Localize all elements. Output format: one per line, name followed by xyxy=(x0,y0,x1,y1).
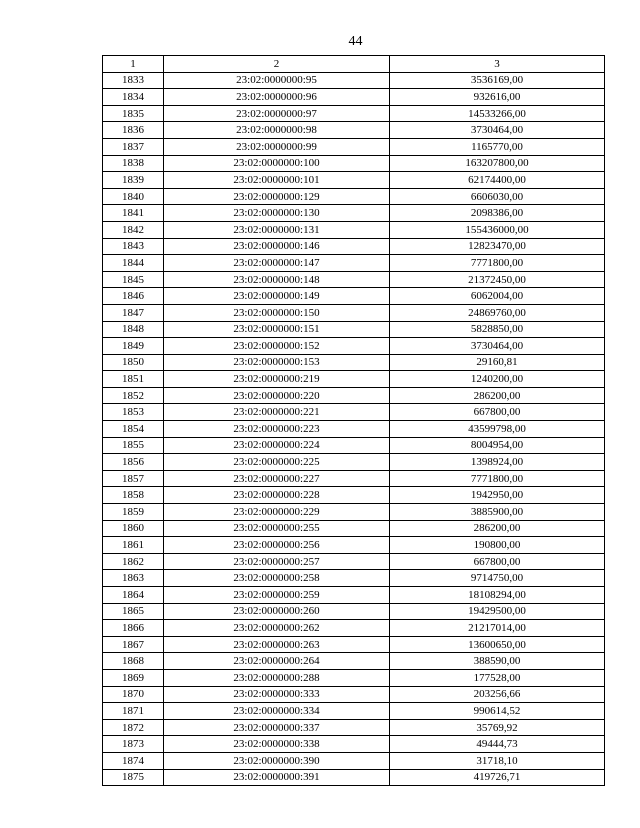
row-number-cell: 1859 xyxy=(103,504,164,521)
table-row xyxy=(103,321,605,338)
table-row xyxy=(103,669,605,686)
row-number-cell: 1841 xyxy=(103,205,164,222)
table-row xyxy=(103,288,605,305)
row-number-cell: 1873 xyxy=(103,736,164,753)
value-cell: 29160,81 xyxy=(390,354,605,371)
table-row xyxy=(103,520,605,537)
row-number-cell: 1866 xyxy=(103,620,164,637)
row-number-cell: 1840 xyxy=(103,188,164,205)
table-row xyxy=(103,122,605,139)
value-cell: 1240200,00 xyxy=(390,371,605,388)
value-cell: 667800,00 xyxy=(390,553,605,570)
row-number-cell: 1855 xyxy=(103,437,164,454)
row-number-cell: 1842 xyxy=(103,221,164,238)
row-number-cell: 1864 xyxy=(103,587,164,604)
cadastral-number-cell: 23:02:0000000:258 xyxy=(164,570,390,587)
cadastral-number-cell: 23:02:0000000:263 xyxy=(164,636,390,653)
cadastral-number-cell: 23:02:0000000:334 xyxy=(164,703,390,720)
row-number-cell: 1848 xyxy=(103,321,164,338)
value-cell: 8004954,00 xyxy=(390,437,605,454)
row-number-cell: 1843 xyxy=(103,238,164,255)
table-row xyxy=(103,304,605,321)
cadastral-number-cell: 23:02:0000000:333 xyxy=(164,686,390,703)
value-cell: 31718,10 xyxy=(390,752,605,769)
table-row xyxy=(103,205,605,222)
cadastral-number-cell: 23:02:0000000:227 xyxy=(164,470,390,487)
value-cell: 3730464,00 xyxy=(390,338,605,355)
value-cell: 388590,00 xyxy=(390,653,605,670)
value-cell: 155436000,00 xyxy=(390,221,605,238)
table-row xyxy=(103,636,605,653)
table-row xyxy=(103,437,605,454)
header-cell-1: 1 xyxy=(103,56,164,73)
row-number-cell: 1867 xyxy=(103,636,164,653)
cadastral-number-cell: 23:02:0000000:97 xyxy=(164,105,390,122)
row-number-cell: 1875 xyxy=(103,769,164,786)
cadastral-number-cell: 23:02:0000000:260 xyxy=(164,603,390,620)
row-number-cell: 1862 xyxy=(103,553,164,570)
table-row xyxy=(103,719,605,736)
table-row xyxy=(103,620,605,637)
cadastral-number-cell: 23:02:0000000:99 xyxy=(164,138,390,155)
table-row xyxy=(103,752,605,769)
value-cell: 990614,52 xyxy=(390,703,605,720)
cadastral-number-cell: 23:02:0000000:262 xyxy=(164,620,390,637)
table-body xyxy=(103,72,605,786)
table-row xyxy=(103,421,605,438)
value-cell: 932616,00 xyxy=(390,89,605,106)
table-row xyxy=(103,736,605,753)
table-row xyxy=(103,238,605,255)
row-number-cell: 1835 xyxy=(103,105,164,122)
row-number-cell: 1858 xyxy=(103,487,164,504)
row-number-cell: 1869 xyxy=(103,669,164,686)
cadastral-number-cell: 23:02:0000000:338 xyxy=(164,736,390,753)
cadastral-number-cell: 23:02:0000000:147 xyxy=(164,255,390,272)
value-cell: 203256,66 xyxy=(390,686,605,703)
value-cell: 3536169,00 xyxy=(390,72,605,89)
cadastral-number-cell: 23:02:0000000:150 xyxy=(164,304,390,321)
value-cell: 2098386,00 xyxy=(390,205,605,222)
cadastral-number-cell: 23:02:0000000:390 xyxy=(164,752,390,769)
cadastral-number-cell: 23:02:0000000:129 xyxy=(164,188,390,205)
header-cell-2: 2 xyxy=(164,56,390,73)
cadastral-number-cell: 23:02:0000000:151 xyxy=(164,321,390,338)
cadastral-number-cell: 23:02:0000000:153 xyxy=(164,354,390,371)
cadastral-number-cell: 23:02:0000000:96 xyxy=(164,89,390,106)
value-cell: 667800,00 xyxy=(390,404,605,421)
table-row xyxy=(103,188,605,205)
table-row xyxy=(103,603,605,620)
cadastral-number-cell: 23:02:0000000:130 xyxy=(164,205,390,222)
value-cell: 7771800,00 xyxy=(390,255,605,272)
row-number-cell: 1837 xyxy=(103,138,164,155)
value-cell: 190800,00 xyxy=(390,537,605,554)
row-number-cell: 1844 xyxy=(103,255,164,272)
table-row xyxy=(103,89,605,106)
value-cell: 7771800,00 xyxy=(390,470,605,487)
table-row xyxy=(103,221,605,238)
cadastral-number-cell: 23:02:0000000:131 xyxy=(164,221,390,238)
cadastral-number-cell: 23:02:0000000:337 xyxy=(164,719,390,736)
cadastral-number-cell: 23:02:0000000:256 xyxy=(164,537,390,554)
table-row xyxy=(103,470,605,487)
table-row xyxy=(103,404,605,421)
row-number-cell: 1846 xyxy=(103,288,164,305)
table-row xyxy=(103,686,605,703)
table-row xyxy=(103,553,605,570)
row-number-cell: 1857 xyxy=(103,470,164,487)
value-cell: 21372450,00 xyxy=(390,271,605,288)
cadastral-number-cell: 23:02:0000000:224 xyxy=(164,437,390,454)
value-cell: 419726,71 xyxy=(390,769,605,786)
row-number-cell: 1871 xyxy=(103,703,164,720)
table-header xyxy=(103,56,605,73)
value-cell: 286200,00 xyxy=(390,520,605,537)
cadastral-number-cell: 23:02:0000000:98 xyxy=(164,122,390,139)
cadastral-number-cell: 23:02:0000000:225 xyxy=(164,454,390,471)
cadastral-number-cell: 23:02:0000000:100 xyxy=(164,155,390,172)
value-cell: 49444,73 xyxy=(390,736,605,753)
cadastral-number-cell: 23:02:0000000:149 xyxy=(164,288,390,305)
table-row xyxy=(103,72,605,89)
cadastral-number-cell: 23:02:0000000:219 xyxy=(164,371,390,388)
row-number-cell: 1854 xyxy=(103,421,164,438)
cadastral-number-cell: 23:02:0000000:146 xyxy=(164,238,390,255)
table-row xyxy=(103,537,605,554)
row-number-cell: 1833 xyxy=(103,72,164,89)
row-number-cell: 1861 xyxy=(103,537,164,554)
row-number-cell: 1870 xyxy=(103,686,164,703)
table-row xyxy=(103,172,605,189)
row-number-cell: 1872 xyxy=(103,719,164,736)
row-number-cell: 1849 xyxy=(103,338,164,355)
value-cell: 13600650,00 xyxy=(390,636,605,653)
cadastral-number-cell: 23:02:0000000:148 xyxy=(164,271,390,288)
row-number-cell: 1852 xyxy=(103,387,164,404)
cadastral-number-cell: 23:02:0000000:101 xyxy=(164,172,390,189)
row-number-cell: 1853 xyxy=(103,404,164,421)
value-cell: 5828850,00 xyxy=(390,321,605,338)
value-cell: 6062004,00 xyxy=(390,288,605,305)
value-cell: 14533266,00 xyxy=(390,105,605,122)
cadastral-number-cell: 23:02:0000000:288 xyxy=(164,669,390,686)
row-number-cell: 1863 xyxy=(103,570,164,587)
value-cell: 286200,00 xyxy=(390,387,605,404)
table-row xyxy=(103,504,605,521)
row-number-cell: 1845 xyxy=(103,271,164,288)
value-cell: 177528,00 xyxy=(390,669,605,686)
value-cell: 12823470,00 xyxy=(390,238,605,255)
table-row xyxy=(103,371,605,388)
cadastral-number-cell: 23:02:0000000:223 xyxy=(164,421,390,438)
page-number: 44 xyxy=(348,34,363,49)
value-cell: 1165770,00 xyxy=(390,138,605,155)
row-number-cell: 1865 xyxy=(103,603,164,620)
row-number-cell: 1860 xyxy=(103,520,164,537)
cadastral-number-cell: 23:02:0000000:152 xyxy=(164,338,390,355)
cadastral-number-cell: 23:02:0000000:264 xyxy=(164,653,390,670)
value-cell: 1398924,00 xyxy=(390,454,605,471)
table-row xyxy=(103,570,605,587)
cadastral-number-cell: 23:02:0000000:228 xyxy=(164,487,390,504)
table-row xyxy=(103,155,605,172)
value-cell: 3730464,00 xyxy=(390,122,605,139)
table-row xyxy=(103,487,605,504)
row-number-cell: 1847 xyxy=(103,304,164,321)
value-cell: 1942950,00 xyxy=(390,487,605,504)
value-cell: 62174400,00 xyxy=(390,172,605,189)
value-cell: 6606030,00 xyxy=(390,188,605,205)
row-number-cell: 1838 xyxy=(103,155,164,172)
cadastral-number-cell: 23:02:0000000:220 xyxy=(164,387,390,404)
cadastral-number-cell: 23:02:0000000:259 xyxy=(164,587,390,604)
cadastral-number-cell: 23:02:0000000:255 xyxy=(164,520,390,537)
value-cell: 19429500,00 xyxy=(390,603,605,620)
row-number-cell: 1834 xyxy=(103,89,164,106)
value-cell: 21217014,00 xyxy=(390,620,605,637)
table-row xyxy=(103,354,605,371)
cadastral-number-cell: 23:02:0000000:229 xyxy=(164,504,390,521)
row-number-cell: 1851 xyxy=(103,371,164,388)
cadastral-number-cell: 23:02:0000000:221 xyxy=(164,404,390,421)
value-cell: 18108294,00 xyxy=(390,587,605,604)
cadastral-number-cell: 23:02:0000000:257 xyxy=(164,553,390,570)
table-row xyxy=(103,387,605,404)
value-cell: 24869760,00 xyxy=(390,304,605,321)
table-row xyxy=(103,703,605,720)
table-row xyxy=(103,587,605,604)
header-cell-3: 3 xyxy=(390,56,605,73)
value-cell: 163207800,00 xyxy=(390,155,605,172)
table-row xyxy=(103,454,605,471)
registry-table xyxy=(102,55,605,786)
row-number-cell: 1856 xyxy=(103,454,164,471)
row-number-cell: 1836 xyxy=(103,122,164,139)
table-row xyxy=(103,769,605,786)
value-cell: 3885900,00 xyxy=(390,504,605,521)
value-cell: 9714750,00 xyxy=(390,570,605,587)
value-cell: 43599798,00 xyxy=(390,421,605,438)
value-cell: 35769,92 xyxy=(390,719,605,736)
header-row xyxy=(103,56,605,73)
table-row xyxy=(103,271,605,288)
cadastral-number-cell: 23:02:0000000:391 xyxy=(164,769,390,786)
table-row xyxy=(103,653,605,670)
table-row xyxy=(103,338,605,355)
table-row xyxy=(103,105,605,122)
row-number-cell: 1868 xyxy=(103,653,164,670)
cadastral-number-cell: 23:02:0000000:95 xyxy=(164,72,390,89)
row-number-cell: 1874 xyxy=(103,752,164,769)
row-number-cell: 1850 xyxy=(103,354,164,371)
table-row xyxy=(103,255,605,272)
row-number-cell: 1839 xyxy=(103,172,164,189)
table-row xyxy=(103,138,605,155)
